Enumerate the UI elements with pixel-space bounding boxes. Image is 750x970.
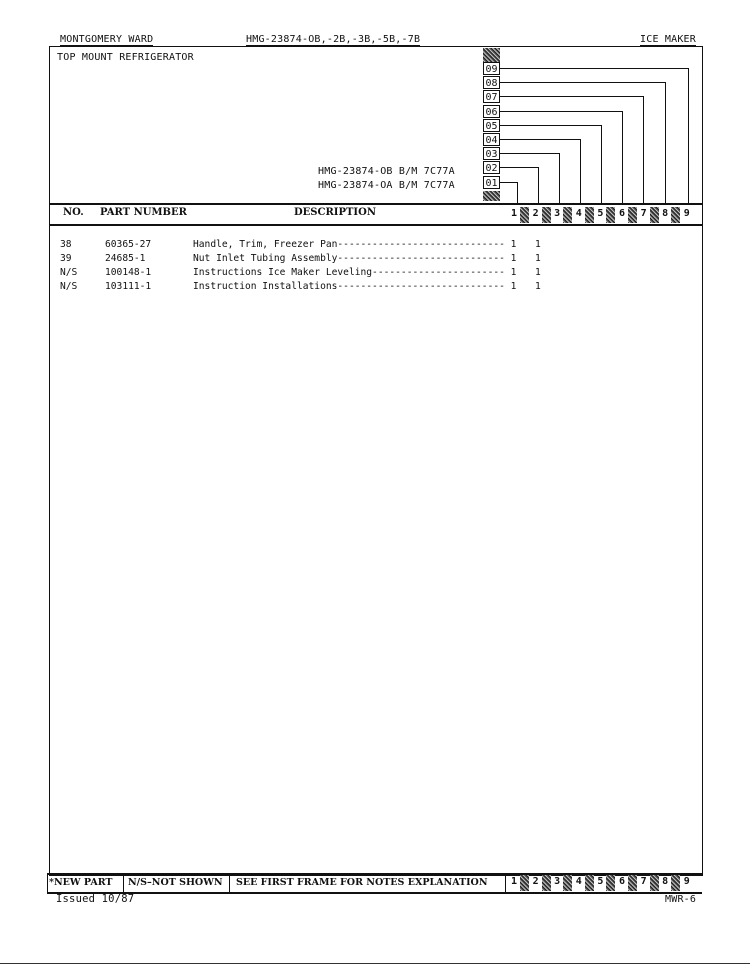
connector-h (500, 125, 601, 126)
footer-divider (505, 873, 506, 893)
footer-divider (123, 873, 124, 893)
column-hatch (671, 875, 680, 891)
column-number-7: 7 (640, 208, 647, 219)
column-number-5: 5 (597, 208, 604, 219)
column-number-6: 6 (618, 208, 626, 219)
connector-v (688, 68, 689, 204)
column-number-2: 2 (532, 208, 539, 219)
col-part-number: PART NUMBER (100, 207, 187, 218)
column-hatch (650, 875, 659, 891)
connector-v (643, 96, 644, 204)
header-rule-bottom (49, 224, 702, 226)
row-no: N/S (60, 281, 78, 292)
brand-name: MONTGOMERY WARD (60, 34, 154, 45)
column-hatch (628, 875, 637, 891)
connector-h (500, 111, 622, 112)
connector-v (580, 139, 581, 204)
column-hatch (606, 875, 615, 891)
footer-notes: SEE FIRST FRAME FOR NOTES EXPLANATION (236, 877, 488, 888)
column-hatch (606, 207, 615, 223)
row-part-number: 24685-1 (105, 253, 146, 264)
connector-h (500, 68, 688, 69)
section-title: ICE MAKER (640, 34, 696, 45)
column-hatch (520, 207, 529, 223)
connector-h (500, 96, 643, 97)
column-number-1: 1 (510, 876, 518, 887)
model-list: HMG-23874-OB,-2B,-3B,-5B,-7B (246, 34, 421, 45)
row-description: Nut Inlet Tubing Assembly----------------------------- 1 (193, 253, 517, 264)
row-description: Instruction Installations----------------------------- 1 (193, 281, 517, 292)
column-hatch (542, 875, 551, 891)
product-subtitle: TOP MOUNT REFRIGERATOR (57, 52, 194, 63)
col-no: NO. (63, 207, 84, 218)
row-part-number: 60365-27 (105, 239, 152, 250)
column-number-9: 9 (683, 208, 690, 219)
connector-v (538, 167, 539, 204)
column-number-9: 9 (683, 876, 690, 887)
column-hatch (671, 207, 680, 223)
row-part-number: 100148-1 (105, 267, 152, 278)
row-description: Handle, Trim, Freezer Pan----------------------------- 1 (193, 239, 517, 250)
footer-divider (229, 873, 230, 893)
row-description: Instructions Ice Maker Leveling----------------------- 1 (193, 267, 517, 278)
column-number-3: 3 (554, 208, 561, 219)
footer-not-shown: N/S–NOT SHOWN (128, 877, 223, 888)
connector-v (622, 111, 623, 204)
column-hatch (563, 875, 572, 891)
row-part-number: 103111-1 (105, 281, 152, 292)
column-number-5: 5 (597, 876, 604, 887)
version-box-06: 06 (483, 105, 500, 118)
column-number-6: 6 (618, 876, 626, 887)
connector-v (601, 125, 602, 204)
column-number-7: 7 (640, 876, 647, 887)
column-hatch (563, 207, 572, 223)
row-qty: 1 (535, 267, 541, 278)
connector-h (500, 182, 517, 183)
column-hatch (542, 207, 551, 223)
connector-h (500, 153, 559, 154)
column-hatch (520, 875, 529, 891)
col-description: DESCRIPTION (294, 207, 376, 218)
connector-v (665, 82, 666, 204)
connector-v (517, 182, 518, 204)
issued-date: Issued 10/87 (56, 893, 135, 905)
row-qty: 1 (535, 281, 541, 292)
version-box-01: 01 (483, 176, 500, 189)
connector-h (500, 167, 538, 168)
version-box-08: 08 (483, 76, 500, 89)
version-hatch-top (483, 48, 500, 62)
row-no: N/S (60, 267, 78, 278)
column-number-3: 3 (554, 876, 561, 887)
row-no: 38 (60, 239, 72, 250)
row-qty: 1 (535, 253, 541, 264)
version-box-03: 03 (483, 147, 500, 160)
page-bottom-rule (0, 963, 750, 964)
page-code: MWR-6 (665, 894, 697, 905)
version-box-02: 02 (483, 161, 500, 174)
column-hatch (585, 875, 594, 891)
column-number-4: 4 (575, 208, 582, 219)
column-number-1: 1 (510, 208, 518, 219)
column-number-8: 8 (662, 876, 669, 887)
version-hatch-bottom (483, 191, 500, 201)
row-no: 39 (60, 253, 72, 264)
connector-h (500, 82, 665, 83)
version-box-09: 09 (483, 62, 500, 75)
version-box-05: 05 (483, 119, 500, 132)
version-box-07: 07 (483, 90, 500, 103)
version-box-04: 04 (483, 133, 500, 146)
connector-h (500, 139, 580, 140)
footer-divider (47, 873, 48, 893)
footer-rule-bottom (47, 892, 702, 894)
model-label-1: HMG-23874-OB B/M 7C77A (318, 166, 455, 177)
column-hatch (585, 207, 594, 223)
column-hatch (628, 207, 637, 223)
header-rule-top (49, 203, 702, 205)
column-number-8: 8 (662, 208, 669, 219)
model-label-2: HMG-23874-OA B/M 7C77A (318, 180, 455, 191)
column-number-4: 4 (575, 876, 582, 887)
column-hatch (650, 207, 659, 223)
connector-v (559, 153, 560, 204)
footer-new-part: *NEW PART (49, 877, 113, 888)
column-number-2: 2 (532, 876, 539, 887)
row-qty: 1 (535, 239, 541, 250)
